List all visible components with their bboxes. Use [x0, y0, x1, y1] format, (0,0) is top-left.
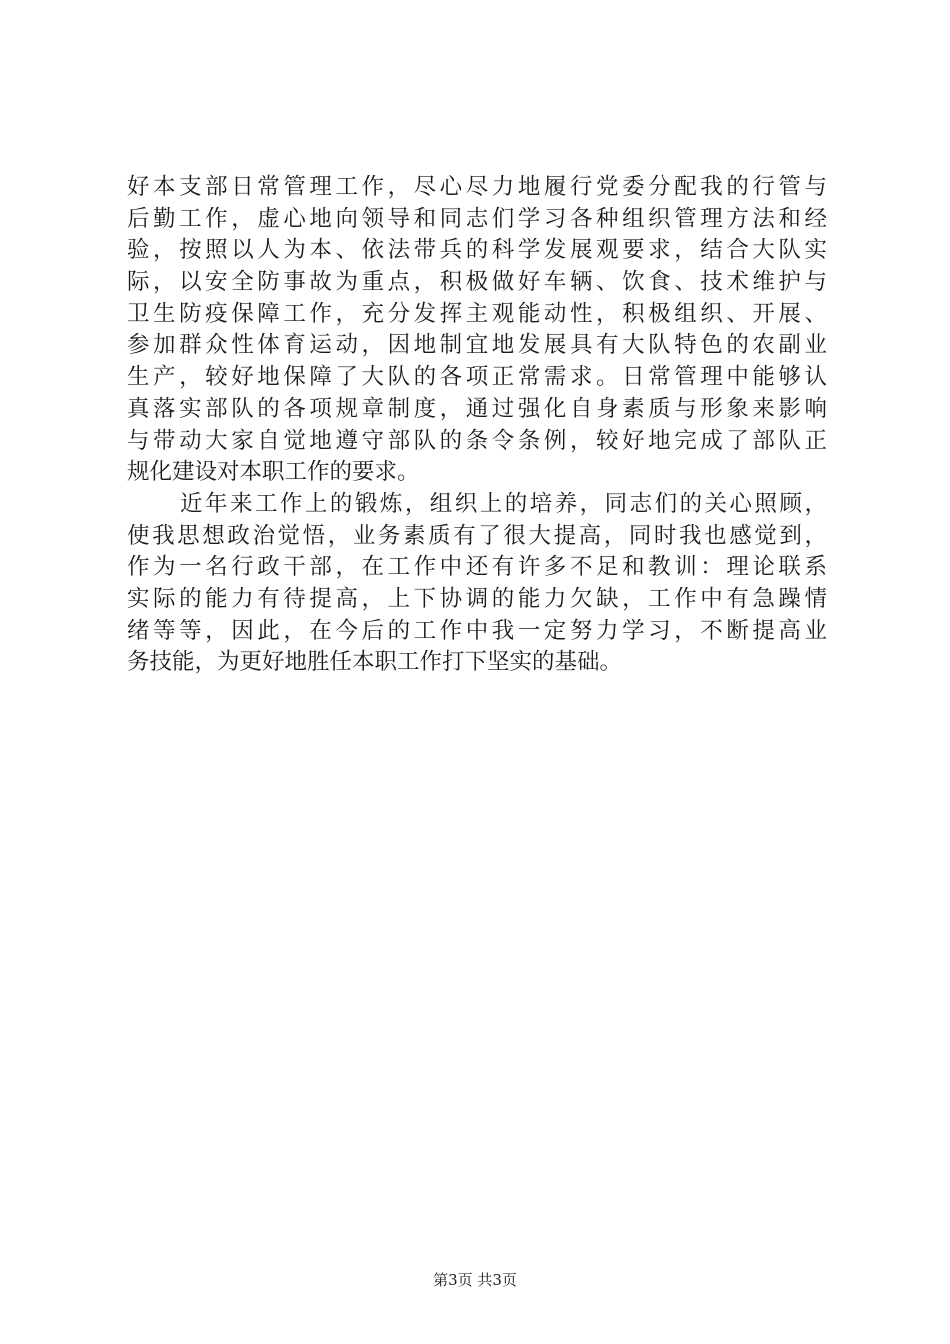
paragraph-2-line-4: 实际的能力有待提高，上下协调的能力欠缺，工作中有急躁情 [127, 585, 827, 612]
paragraph-2-line-5: 绪等等，因此，在今后的工作中我一定努力学习，不断提高业 [127, 617, 827, 644]
paragraph-2-line-3: 作为一名行政干部，在工作中还有许多不足和教训：理论联系 [127, 554, 827, 581]
paragraph-2-line-1: 近年来工作上的锻炼，组织上的培养，同志们的关心照顾， [180, 490, 827, 517]
paragraph-1-line-7: 生产，较好地保障了大队的各项正常需求。日常管理中能够认 [127, 364, 827, 391]
paragraph-1-line-10: 规化建设对本职工作的要求。 [127, 459, 420, 486]
paragraph-1-line-1: 好本支部日常管理工作，尽心尽力地履行党委分配我的行管与 [127, 174, 827, 200]
paragraph-1-line-6: 参加群众性体育运动，因地制宜地发展具有大队特色的农副业 [127, 332, 827, 359]
paragraph-1-line-9: 与带动大家自觉地遵守部队的条令条例，较好地完成了部队正 [127, 427, 827, 454]
paragraph-1-line-8: 真落实部队的各项规章制度，通过强化自身素质与形象来影响 [127, 395, 827, 422]
page-footer [0, 1271, 950, 1289]
document-body [127, 172, 827, 679]
paragraph-1-line-5: 卫生防疫保障工作，充分发挥主观能动性，积极组织、开展、 [127, 300, 827, 327]
paragraph-2-line-2: 使我思想政治觉悟，业务素质有了很大提高，同时我也感觉到， [127, 522, 827, 549]
paragraph-1-line-3: 验，按照以人为本、依法带兵的科学发展观要求，结合大队实 [127, 237, 827, 264]
paragraph-2-line-6: 务技能，为更好地胜任本职工作打下坚实的基础。 [127, 649, 623, 676]
paragraph-1-line-2: 后勤工作，虚心地向领导和同志们学习各种组织管理方法和经 [127, 205, 827, 232]
paragraph-1-line-4: 际，以安全防事故为重点，积极做好车辆、饮食、技术维护与 [127, 269, 827, 296]
page-number-label: 第3页 共3页 [433, 1271, 517, 1289]
